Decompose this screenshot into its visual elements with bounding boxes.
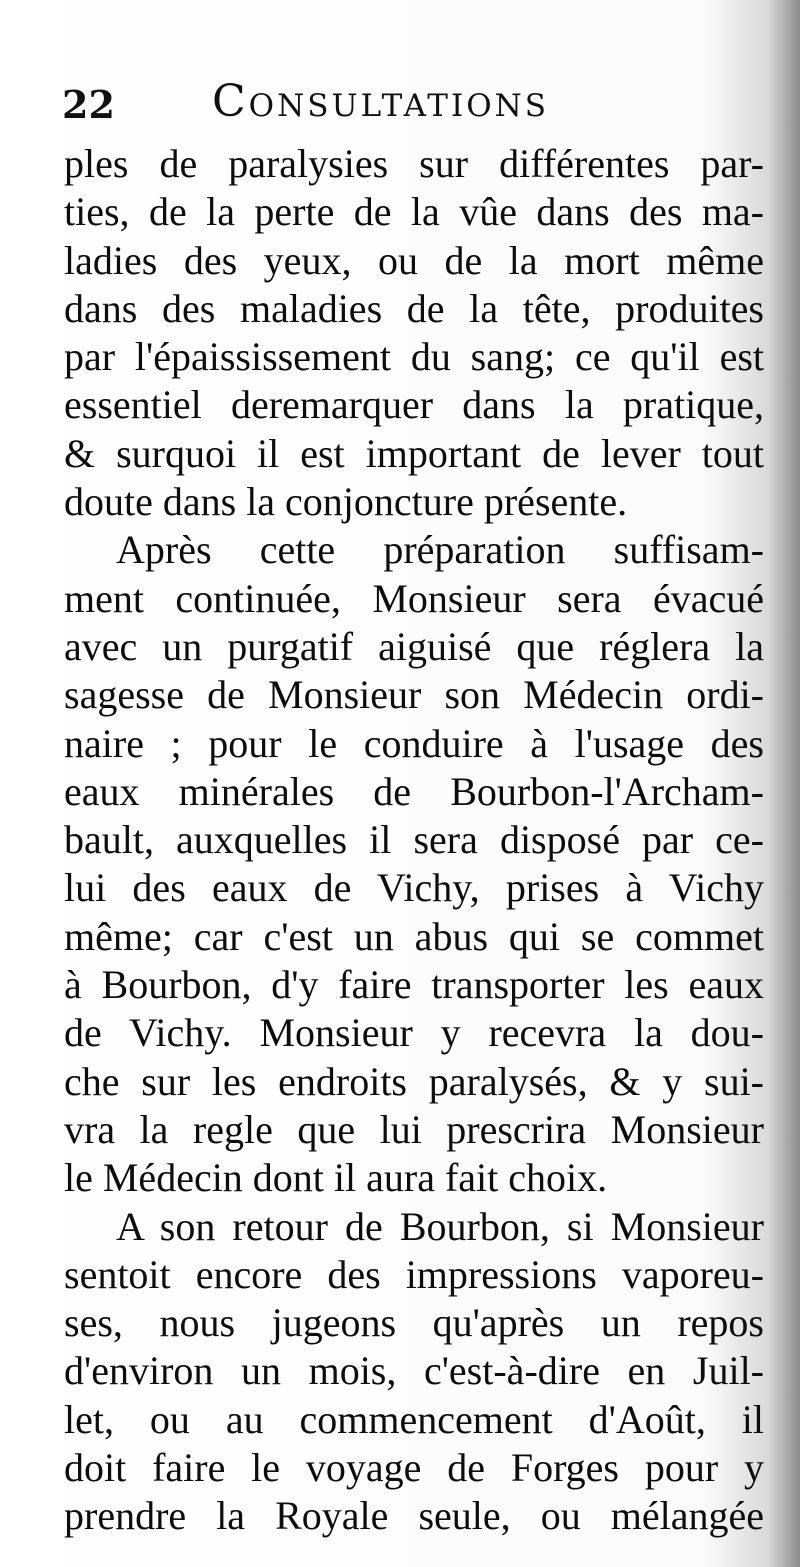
text-line: & surquoi il est important de lever tout	[64, 430, 764, 476]
page-header	[62, 70, 762, 142]
text-line: par l'épaississement du sang; ce qu'il est	[64, 334, 764, 380]
text-line: ladies des yeux, ou de la mort même	[64, 237, 764, 283]
running-head: Consultations	[212, 76, 549, 127]
text-line: ples de paralysies sur différentes par-	[64, 141, 764, 186]
text-line: Après cette préparation suffisam-	[116, 527, 764, 573]
text-line: ses, nous jugeons qu'après un repos	[64, 1300, 764, 1346]
text-line: let, ou au commencement d'Août, il	[64, 1396, 764, 1442]
text-line: che sur les endroits paralysés, & y sui-	[64, 1058, 764, 1104]
text-line: ties, de la perte de la vûe dans des ma-	[64, 189, 764, 235]
text-line: doit faire le voyage de Forges pour y	[64, 1445, 764, 1491]
text-line: eaux minérales de Bourbon-l'Archam-	[64, 768, 764, 814]
text-line: dans des maladies de la tête, produites	[64, 285, 764, 331]
text-line: à Bourbon, d'y faire transporter les eaux	[64, 962, 764, 1008]
text-line: même; car c'est un abus qui se commet	[64, 913, 764, 959]
text-line: avec un purgatif aiguisé que réglera la	[64, 623, 764, 669]
page-number: 22	[62, 82, 115, 127]
text-line: de Vichy. Monsieur y recevra la dou-	[64, 1010, 764, 1056]
text-line: prendre la Royale seule, ou mélangée	[64, 1493, 764, 1539]
text-line: lui des eaux de Vichy, prises à Vichy	[64, 865, 764, 911]
text-line: vra la regle que lui prescrira Monsieur	[64, 1106, 764, 1152]
text-line: d'environ un mois, c'est-à-dire en Juil-	[64, 1348, 764, 1394]
text-line: naire ; pour le conduire à l'usage des	[64, 720, 764, 766]
text-line: essentiel deremarquer dans la pratique,	[64, 382, 764, 428]
text-line: bault, auxquelles il sera disposé par ce-	[64, 817, 764, 863]
text-line: A son retour de Bourbon, si Monsieur	[116, 1203, 764, 1249]
text-line: sentoit encore des impressions vaporeu-	[64, 1251, 764, 1297]
text-line: doute dans la conjoncture présente.	[64, 479, 628, 525]
text-line: sagesse de Monsieur son Médecin ordi-	[64, 672, 764, 718]
body-text	[64, 140, 764, 1541]
text-line: le Médecin dont il aura fait choix.	[64, 1155, 608, 1201]
text-line: ment continuée, Monsieur sera évacué	[64, 575, 764, 621]
